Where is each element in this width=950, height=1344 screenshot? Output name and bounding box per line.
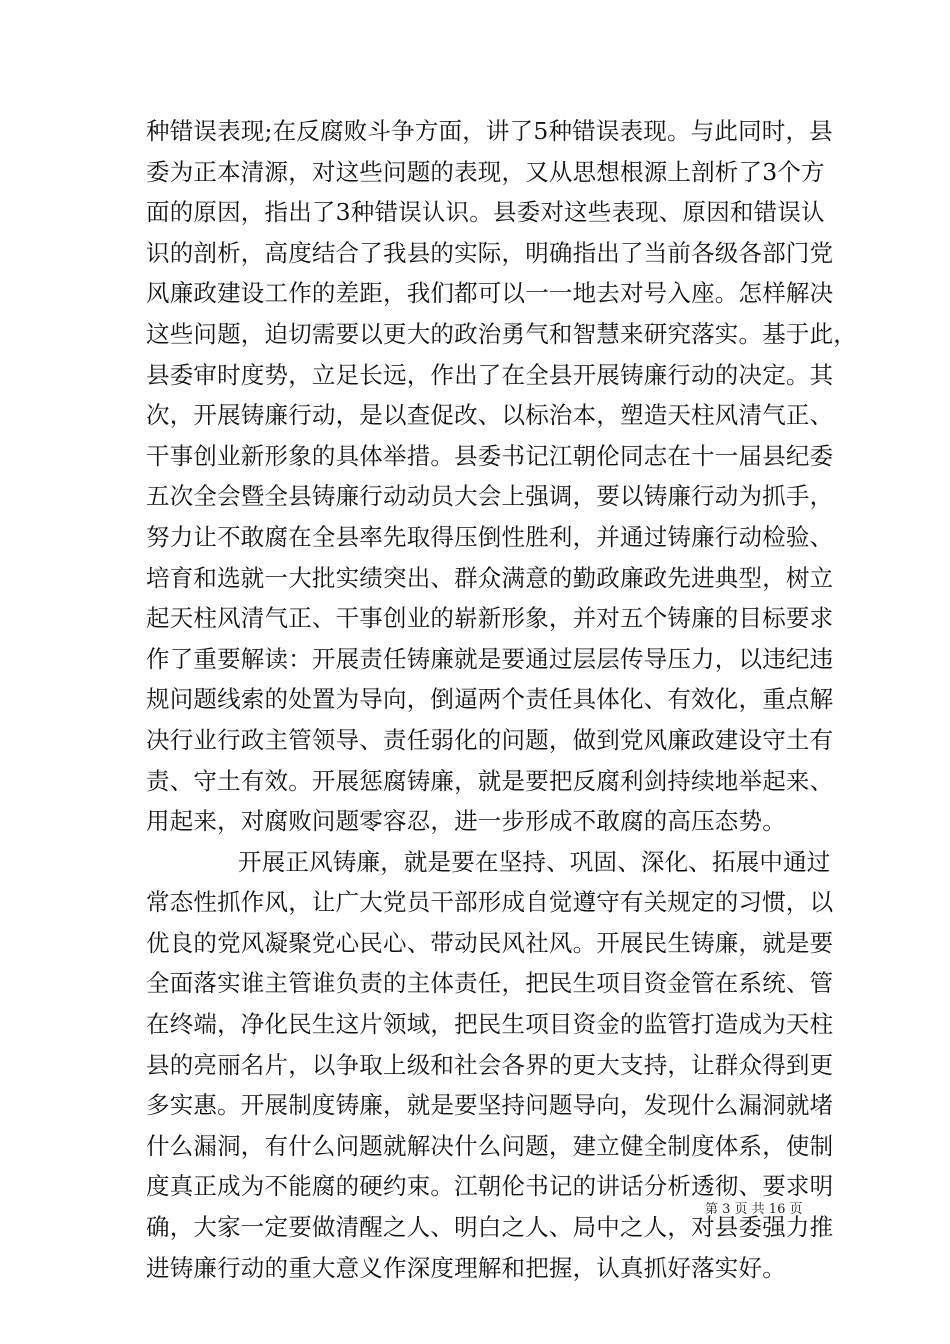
text-line: 风廉政建设工作的差距，我们都可以一一地去对号入座。怎样解决 [146,279,834,308]
text-line: 在终端，净化民生这片领域，把民生项目资金的监管打造成为天柱 [146,1010,834,1039]
text-line: 作了重要解读：开展责任铸廉就是要通过层层传导压力，以违纪违 [146,644,834,673]
page-number: 第 3 页 共 16 页 [705,1202,803,1217]
text-line: 起天柱风清气正、干事创业的崭新形象，并对五个铸廉的目标要求 [146,604,834,633]
text-line: 确，大家一定要做清醒之人、明白之人、局中之人，对县委强力推 [146,1213,834,1242]
text-line: 常态性抓作风，让广大党员干部形成自觉遵守有关规定的习惯，以 [146,888,834,917]
text-line: 次，开展铸廉行动，是以查促改、以标治本，塑造天柱风清气正、 [146,401,834,430]
body-text [146,111,857,1288]
text-line: 多实惠。开展制度铸廉，就是要坚持问题导向，发现什么漏洞就堵 [146,1091,834,1120]
text-line: 全面落实谁主管谁负责的主体责任，把民生项目资金管在系统、管 [146,969,834,998]
text-line: 努力让不敢腐在全县率先取得压倒性胜利，并通过铸廉行动检验、 [146,522,834,551]
text-line: 什么漏洞，有什么问题就解决什么问题，建立健全制度体系，使制 [146,1131,834,1160]
text-line: 优良的党风凝聚党心民心、带动民风社风。开展民生铸廉，就是要 [146,928,834,957]
text-line: 面的原因，指出了3种错误认识。县委对这些表现、原因和错误认 [146,198,825,227]
paragraph-start-line: 开展正风铸廉，就是要在坚持、巩固、深化、拓展中通过 [238,847,831,876]
text-line: 种错误表现;在反腐败斗争方面，讲了5种错误表现。与此同时，县 [146,117,833,145]
text-line: 县委审时度势，立足长远，作出了在全县开展铸廉行动的决定。其 [146,360,834,389]
text-line: 识的剖析，高度结合了我县的实际，明确指出了当前各级各部门党 [146,238,834,267]
text-line: 县的亮丽名片，以争取上级和社会各界的更大支持，让群众得到更 [146,1050,834,1079]
text-line: 用起来，对腐败问题零容忍，进一步形成不敢腐的高压态势。 [146,807,786,836]
text-line: 规问题线索的处置为导向，倒逼两个责任具体化、有效化，重点解 [146,685,834,714]
text-line: 干事创业新形象的具体举措。县委书记江朝伦同志在十一届县纪委 [146,441,834,470]
text-line: 五次全会暨全县铸廉行动动员大会上强调，要以铸廉行动为抓手， [146,482,834,511]
text-line: 进铸廉行动的重大意义作深度理解和把握，认真抓好落实好。 [146,1253,786,1282]
text-line: 培育和选就一大批实绩突出、群众满意的勤政廉政先进典型，树立 [146,563,834,592]
text-line: 这些问题，迫切需要以更大的政治勇气和智慧来研究落实。基于此， [146,319,857,348]
text-line: 决行业行政主管领导、责任弱化的问题，做到党风廉政建设守土有 [146,725,834,754]
text-line: 度真正成为不能腐的硬约束。江朝伦书记的讲话分析透彻、要求明 [146,1172,834,1201]
text-line: 委为正本清源，对这些问题的表现，又从思想根源上剖析了3个方 [146,157,825,186]
text-line: 责、守土有效。开展惩腐铸廉，就是要把反腐利剑持续地举起来、 [146,766,834,795]
